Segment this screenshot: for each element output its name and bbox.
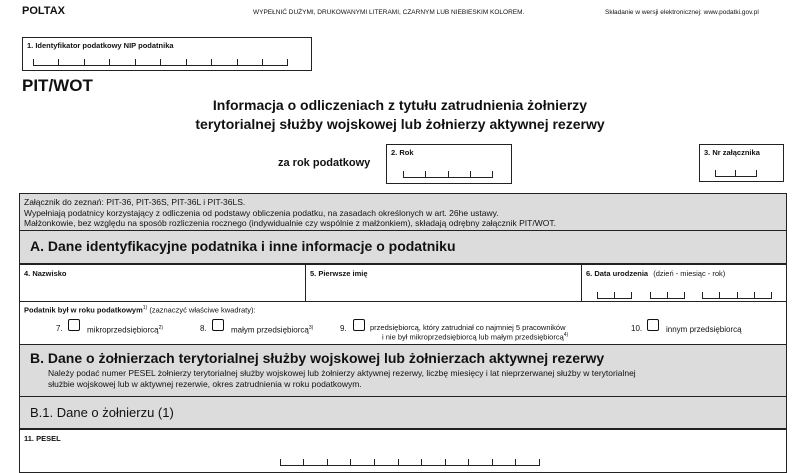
info-block — [24, 197, 556, 229]
option-9-number: 9. — [340, 324, 347, 333]
surname-label: 4. Nazwisko — [24, 269, 67, 278]
section-b1-title: B.1. Dane o żołnierzu (1) — [30, 405, 174, 420]
pesel-field[interactable] — [19, 429, 787, 473]
form-title-line2: terytorialnej służby wojskowej lub żołnierzy aktywnej rezerwy — [195, 116, 605, 132]
info-line-3: Małżonkowie, bez względu na sposób rozliczenia rocznego (indywidualnie czy wspólnie z małżonkiem), składają odrębny załącznik PIT/WOT. — [24, 218, 556, 228]
section-b-desc-line1: Należy podać numer PESEL żołnierzy terytorialnej służby wojskowej lub żołnierzy aktywnej rezerwy, liczbę miesięcy i lat nieprzerwanej służby w terytorialnej — [48, 368, 636, 378]
status-footnote: 1) — [142, 305, 148, 311]
section-b-title: B. Dane o żołnierzach terytorialnej służby wojskowej lub żołnierzach aktywnej rezerwy — [30, 350, 605, 366]
option-8-number: 8. — [200, 324, 207, 333]
firstname-label: 5. Pierwsze imię — [310, 269, 368, 278]
birthdate-day-ticks — [597, 293, 632, 299]
option-10-number: 10. — [631, 324, 643, 333]
birthdate-hint: (dzień - miesiąc - rok) — [653, 269, 726, 278]
year-digit-ticks — [403, 172, 493, 178]
option-7-label: mikroprzedsiębiorcą$^{2)}$ — [87, 325, 164, 335]
option-10-checkbox[interactable] — [647, 319, 659, 331]
info-line-2: Wypełniają podatnicy korzystający z odliczenia od podstawy obliczenia podatku, na zasadach określonych w art. 26he ustawy. — [24, 207, 499, 218]
taxpayer-status-row — [19, 301, 787, 345]
section-b-description — [48, 368, 636, 390]
divider — [19, 396, 787, 397]
attachment-number-label: 3. Nr załącznika — [704, 148, 760, 157]
brand-logo-text: POLTAX — [22, 5, 65, 17]
option-8-label: małym przedsiębiorcą$^{3)}$ — [231, 325, 314, 335]
pesel-label: 11. PESEL — [24, 434, 61, 443]
year-field[interactable] — [386, 144, 512, 184]
firstname-field[interactable] — [305, 264, 582, 302]
info-line-1: Załącznik do zeznań: PIT-36, PIT-36S, PIT-36L i PIT-36LS. — [24, 197, 246, 207]
status-hint: (zaznaczyć właściwe kwadraty): — [147, 305, 256, 315]
surname-field[interactable] — [19, 264, 306, 302]
pesel-digit-ticks — [280, 460, 540, 466]
nip-digit-ticks — [33, 60, 288, 66]
form-code: PIT/WOT — [22, 76, 93, 95]
option-7-number: 7. — [56, 324, 63, 333]
option-9-checkbox[interactable] — [353, 319, 365, 331]
electronic-filing-note: Składanie w wersji elektronicznej: www.podatki.gov.pl — [605, 9, 759, 16]
birthdate-field[interactable] — [581, 264, 787, 302]
form-title-line1: Informacja o odliczeniach z tytułu zatrudnienia żołnierzy — [212, 97, 588, 113]
option-9-label: przedsiębiorcą, który zatrudniał co najmniej 5 pracowników — [370, 323, 566, 332]
year-prefix: za rok podatkowy — [278, 157, 371, 169]
option-8-checkbox[interactable] — [212, 319, 224, 331]
birthdate-label: 6. Data urodzenia — [586, 269, 649, 278]
birthdate-year-ticks — [702, 293, 772, 299]
section-a-title: A. Dane identyfikacyjne podatnika i inne informacje o podatniku — [30, 238, 456, 254]
birthdate-month-ticks — [650, 293, 685, 299]
section-b-desc-line2: służbie wojskowej lub w aktywnej rezerwie, okres zatrudnienia w roku podatkowym. — [48, 379, 362, 389]
option-9-label-line2: i nie był mikroprzedsiębiorcą lub małym przedsiębiorcą$^{4)}$ — [382, 332, 569, 342]
attachment-number-field[interactable] — [699, 144, 784, 182]
option-10-label: innym przedsiębiorcą — [666, 325, 742, 334]
nip-label: 1. Identyfikator podatkowy NIP podatnika — [27, 41, 174, 50]
attachment-digit-ticks — [715, 171, 757, 177]
status-label: Podatnik był w roku podatkowym — [24, 305, 143, 315]
instruction-text: WYPEŁNIĆ DUŻYMI, DRUKOWANYMI LITERAMI, CZARNYM LUB NIEBIESKIM KOLOREM. — [253, 9, 525, 16]
divider — [19, 230, 787, 231]
nip-field[interactable] — [22, 37, 312, 71]
option-7-checkbox[interactable] — [68, 319, 80, 331]
year-label: 2. Rok — [391, 148, 414, 157]
